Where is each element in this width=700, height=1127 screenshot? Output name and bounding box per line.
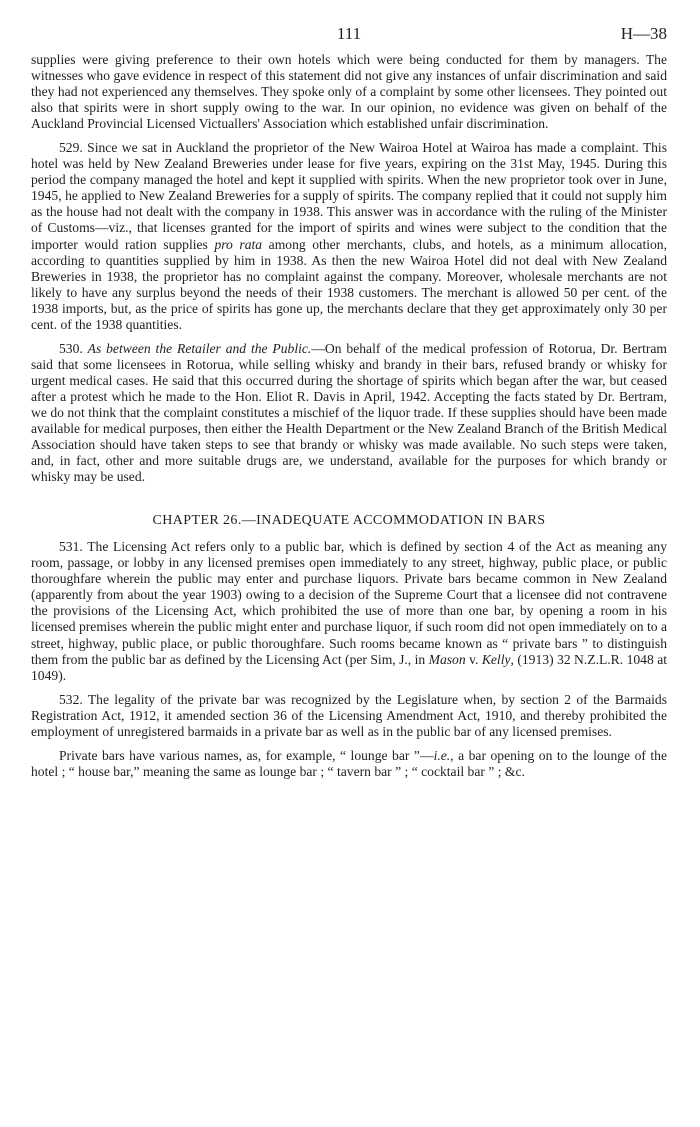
paragraph-530-text: —On behalf of the medical profession of Rotorua, Dr. Bertram said that some licensees in Rotorua, while selling whisky and brandy in their bars, refused brandy or whisky for urgent medical cases. He said that this occurred during the shortage of spirits which began after the war, but ceased after a protest which he made to the Hon. Eliot R. Davis in April, 1942. Accepting the facts stated by Dr. Bertram, we do not think that the complaint constitutes a mischief of the liquor trade. If these supplies should have been made available for medical purposes, then either the Health Department or the New Zealand Branch of the British Medical Association should have taken steps to see that brandy or whisky was made available. No such steps were taken, and, in fact, other and more suitable drugs are, we understand, available for the purposes for which brandy or whisky may be used.: [31, 340, 667, 485]
document-page: [31, 24, 667, 788]
paragraph-private-bars-text-b: , a bar opening on to the lounge of the hotel ; “ house bar,” meaning the same as lounge bar ; “ tavern bar ” ; “ cocktail bar ” ; &c.: [31, 747, 668, 779]
paragraph-529-text-a: 529. Since we sat in Auckland the proprietor of the New Wairoa Hotel at Wairoa has made a complaint. This hotel was held by New Zealand Breweries under lease for five years, expiring on the 31st May, 1945. During this period the company managed the hotel and kept it supplied with spirits. When the new proprietor took over in June, 1945, he applied to New Zealand Breweries for a supply of spirits. The company replied that it could not supply him as the house had not dealt with the company in 1938. This answer was in accordance with the ruling of the Minister of Customs—viz., that licenses granted for the import of spirits and wines were subject to the condition that the importer would ration supplies: [31, 140, 667, 252]
paragraph-531-text-b: , (1913) 32 N.Z.L.R. 1048 at 1049).: [31, 651, 667, 683]
paragraph-529: [31, 140, 667, 333]
case-name-kelly: Kelly: [481, 651, 511, 667]
paragraph-531-text-a: 531. The Licensing Act refers only to a public bar, which is defined by section 4 of the Act as meaning any room, passage, or lobby in any licensed premises open immediately to any street, highway, public place, or public thoroughfare wherein the public may enter and purchase liquors. Private bars became common in New Zealand (apparently from about the year 1903) owing to a decision of the Supreme Court that a licensee did not contravene the provisions of the Licensing Act, which prohibited the use of more than one bar, by opening a room in his licensed premises wherein the public might enter and purchase liquor, if such room did not open immediately on to a street, highway, public place, or public thoroughfare. Such rooms became known as “ private bars ” to distinguish them from the public bar as defined by the Licensing Act (per Sim, J., in: [31, 539, 667, 667]
document-reference: H—38: [620, 24, 667, 43]
page-header: [31, 24, 667, 52]
paragraph-531: [31, 539, 667, 683]
paragraph-private-bars-text-a: Private bars have various names, as, for example, “ lounge bar ”—: [59, 747, 434, 763]
case-name-mason: Mason: [428, 651, 466, 667]
paragraph-530-heading: As between the Retailer and the Public.: [87, 340, 312, 356]
chapter-heading: CHAPTER 26.—INADEQUATE ACCOMMODATION IN BARS: [152, 513, 546, 529]
paragraph-private-bars: [31, 748, 667, 780]
paragraph-530: [31, 341, 667, 485]
paragraph-532: 532. The legality of the private bar was recognized by the Legislature when, by section 2 of the Barmaids Registration Act, 1912, it amended section 36 of the Licensing Amendment Act, 1910, and thereby prohibited the employment of unregistered barmaids in a private bar as well as in the public bar of any licensed premises.: [31, 691, 667, 739]
paragraph-continued: supplies were giving preference to their own hotels which were being conducted for them by managers. The witnesses who gave evidence in respect of this statement did not give any instances of unfair discrimination and said they had not experienced any themselves. They spoke only of a complaint by some other licensees. They pointed out also that spirits were in short supply owing to the war. In our opinion, no evidence was given on behalf of the Auckland Provincial Licensed Victuallers' Association which established unfair discrimination.: [31, 52, 667, 132]
paragraph-530-number: 530.: [59, 340, 88, 356]
paragraph-private-bars-italic: i.e.: [433, 747, 451, 763]
case-versus: v.: [465, 651, 482, 667]
page-number: 111: [336, 24, 362, 43]
paragraph-529-italic: pro rata: [214, 236, 263, 252]
paragraph-529-text-b: among other merchants, clubs, and hotels, as a minimum allocation, according to quantities supplied by him in 1938. As then the new Wairoa Hotel did not deal with New Zealand Breweries in 1938, the proprietor has no complaint against the company. Moreover, wholesale merchants are not likely to have any surplus beyond the needs of their 1938 customers. The merchant is allowed 50 per cent. of the 1938 imports, but, as the price of spirits has gone up, the merchants declare that they get approximately only 30 per cent. of the 1938 quantities.: [31, 236, 667, 332]
